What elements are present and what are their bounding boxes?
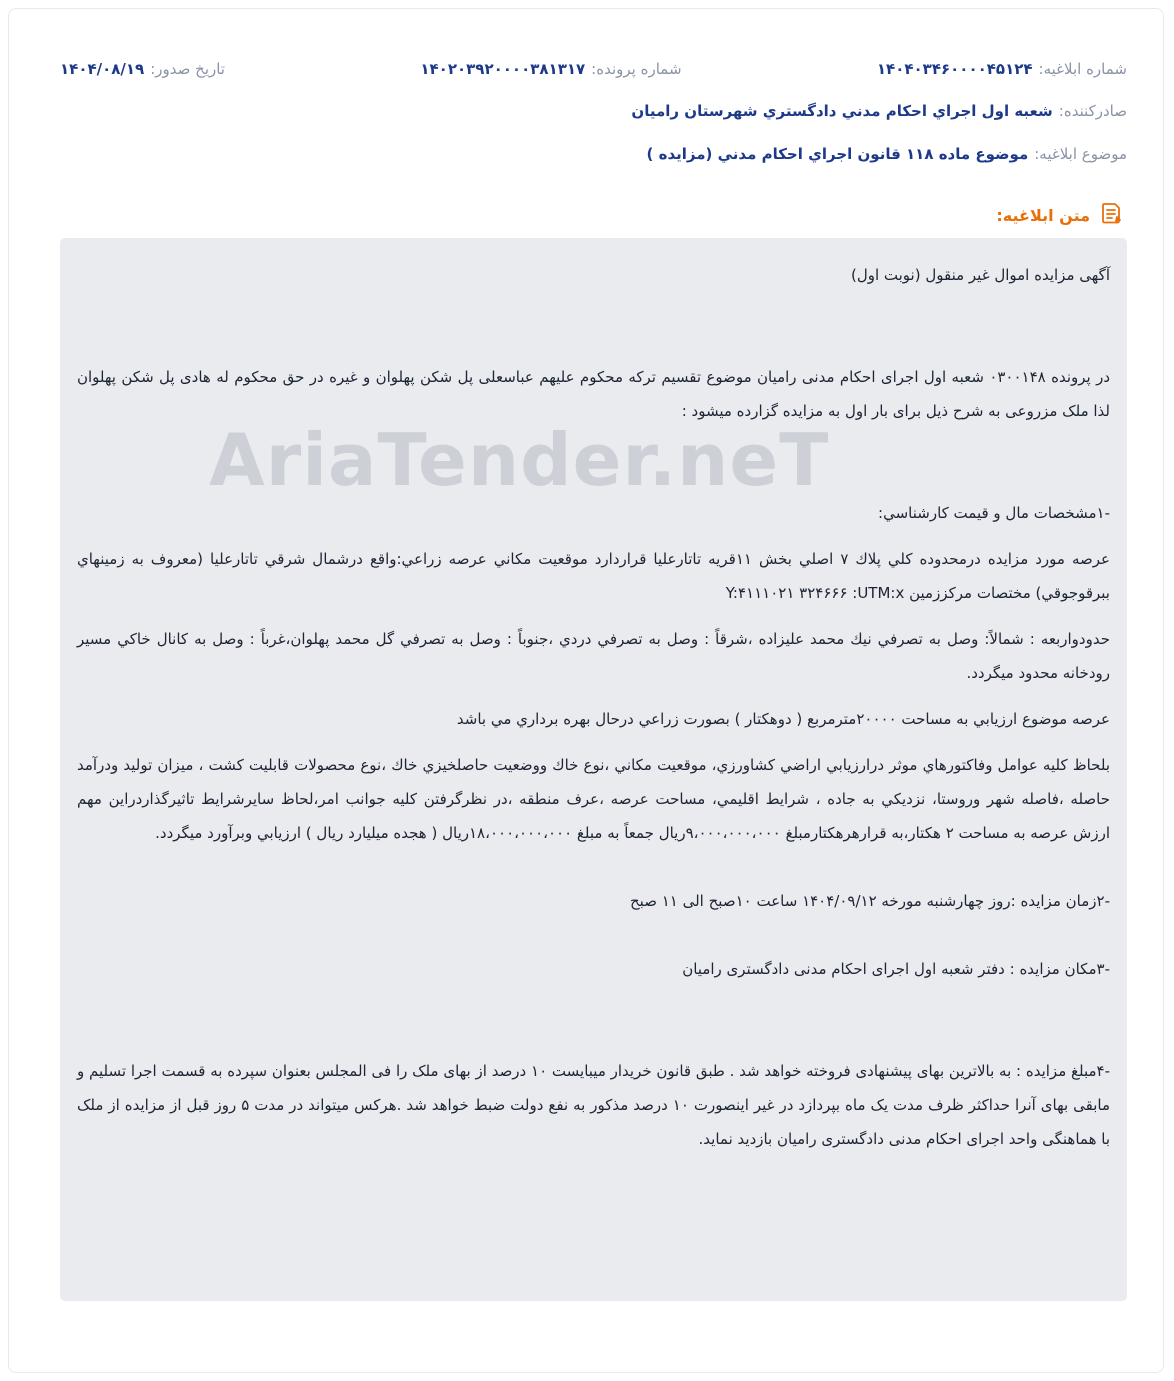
notice-text-title: متن ابلاغیه: [996, 205, 1090, 225]
auction-time: -۲زمان مزایده :روز چهارشنبه مورخه ۱۴۰۴/۰۹/۱۲ ساعت ۱۰صبح الی ۱۱ صبح [630, 892, 1110, 910]
case-number [420, 60, 681, 78]
valuation-paragraph: بلحاظ كليه عوامل وفاكتورهاي موثر درارزيابي اراضي كشاورزي، موقعيت مكاني ،نوع خاك ووضعيت حاصلخيزي خاك ،نوع محصولات قابليت كشت ، ميزان توليد ودرآمد حاصله ،فاصله شهر وروستا، نزديكي به جاده ، شرايط اقليمي، مساحت عرصه ،عرف منطقه ،در نظرگرفتن كليه جوانب امر،لحاظ سايرشرايط تاثيرگذاردراين مهم ارزش عرصه به مساحت ۲ هكتار،به قرارهرهكتارمبلغ ۹،۰۰۰،۰۰۰،۰۰۰ريال جمعاً به مبلغ ۱۸،۰۰۰،۰۰۰،۰۰۰ريال ( هجده ميليارد ريال ) ارزيابي وبرآورد ميگردد. [77, 756, 1110, 842]
boundaries-paragraph: حدودواربعه : شمالاً: وصل به تصرفي نيك محمد عليزاده ،شرقاً : وصل به تصرفي دردي ،جنوباً : وصل به تصرفي گل محمد پهلوان،غرباً : وصل به كانال خاكي مسير رودخانه محدود ميگردد. [77, 630, 1110, 682]
case-number-label: شماره پرونده: [591, 60, 682, 78]
issuer-label: صادرکننده: [1058, 102, 1127, 120]
intro-paragraph: در پرونده ۰۳۰۰۱۴۸ شعبه اول اجرای احکام مدنی رامیان موضوع تقسیم ترکه محکوم علیهم عباسعلی پل شکن پهلوان و غیره در حق محکوم له هادی پل شکن پهلوان لذا ملک مزروعی به شرح ذیل برای بار اول به مزایده گزارده میشود : [77, 368, 1111, 420]
case-number-value: ۱۴۰۲۰۳۹۲۰۰۰۰۳۸۱۳۱۷ [420, 60, 586, 78]
section-1-heading: -۱مشخصات مال و قيمت كارشناسي: [878, 504, 1110, 522]
auction-amount-paragraph: -۴مبلغ مزایده : به بالاترین بهای پیشنهادی فروخته خواهد شد . طبق قانون خریدار میبایست ۱۰ درصد از بهای ملک را فی المجلس بعنوان سپرده به قسمت اجرا تسلیم و مابقی بهای آنرا حداکثر ظرف مدت یک ماه بپردازد در غیر اینصورت ۱۰ درصد مذکور به نفع دولت ضبط خواهد شد .هرکس میتواند در مدت ۵ روز قبل از مزایده از ملک با هماهنگی واحد اجرای احکام مدنی دادگستری رامیان بازدید نماید. [77, 1062, 1111, 1148]
subject-value: موضوع ماده ۱۱۸ قانون اجراي احكام مدني (مزايده ) [646, 145, 1029, 163]
auction-place: -۳مکان مزایده : دفتر شعبه اول اجرای احکام مدنی دادگستری رامیان [682, 960, 1110, 978]
area-paragraph: عرصه موضوع ارزيابي به مساحت ۲۰۰۰۰مترمربع ( دوهكتار ) بصورت زراعي درحال بهره برداري مي باشد [456, 710, 1110, 728]
property-location-paragraph: عرصه مورد مزايده درمحدوده كلي پلاك ۷ اصلي بخش ۱۱قريه تاتارعليا قراردارد موقعيت مكاني عرصه زراعي:واقع درشمال شرقي تاتارعليا (معروف به زمينهاي ببرقوجوقي) مختصات مركززمين Y:۴۱۱۱۰۲۱ ۳۲۴۶۶۶ :UTM:x [77, 550, 1110, 602]
notice-text-box [60, 238, 1127, 1301]
issue-date-value: ۱۴۰۴/۰۸/۱۹ [60, 60, 145, 78]
subject-label: موضوع ابلاغیه: [1034, 145, 1127, 163]
watermark-text: AriaTender.neT [209, 418, 830, 502]
notice-number-value: ۱۴۰۴۰۳۴۶۰۰۰۰۴۵۱۲۴ [876, 60, 1033, 78]
notice-number [877, 60, 1127, 78]
issuer-line [631, 98, 1127, 124]
auction-title: آگهی مزایده اموال غیر منقول (نوبت اول) [850, 266, 1110, 284]
notice-number-label: شماره ابلاغیه: [1038, 60, 1127, 78]
notice-meta-row [60, 56, 1127, 82]
issue-date-label: تاریخ صدور: [150, 60, 225, 78]
issue-date [60, 60, 225, 78]
issuer-value: شعبه اول اجراي احكام مدني دادگستري شهرستان راميان [631, 102, 1053, 120]
subject-line [647, 141, 1127, 167]
document-icon [1098, 200, 1124, 230]
notice-text-heading [996, 200, 1124, 230]
